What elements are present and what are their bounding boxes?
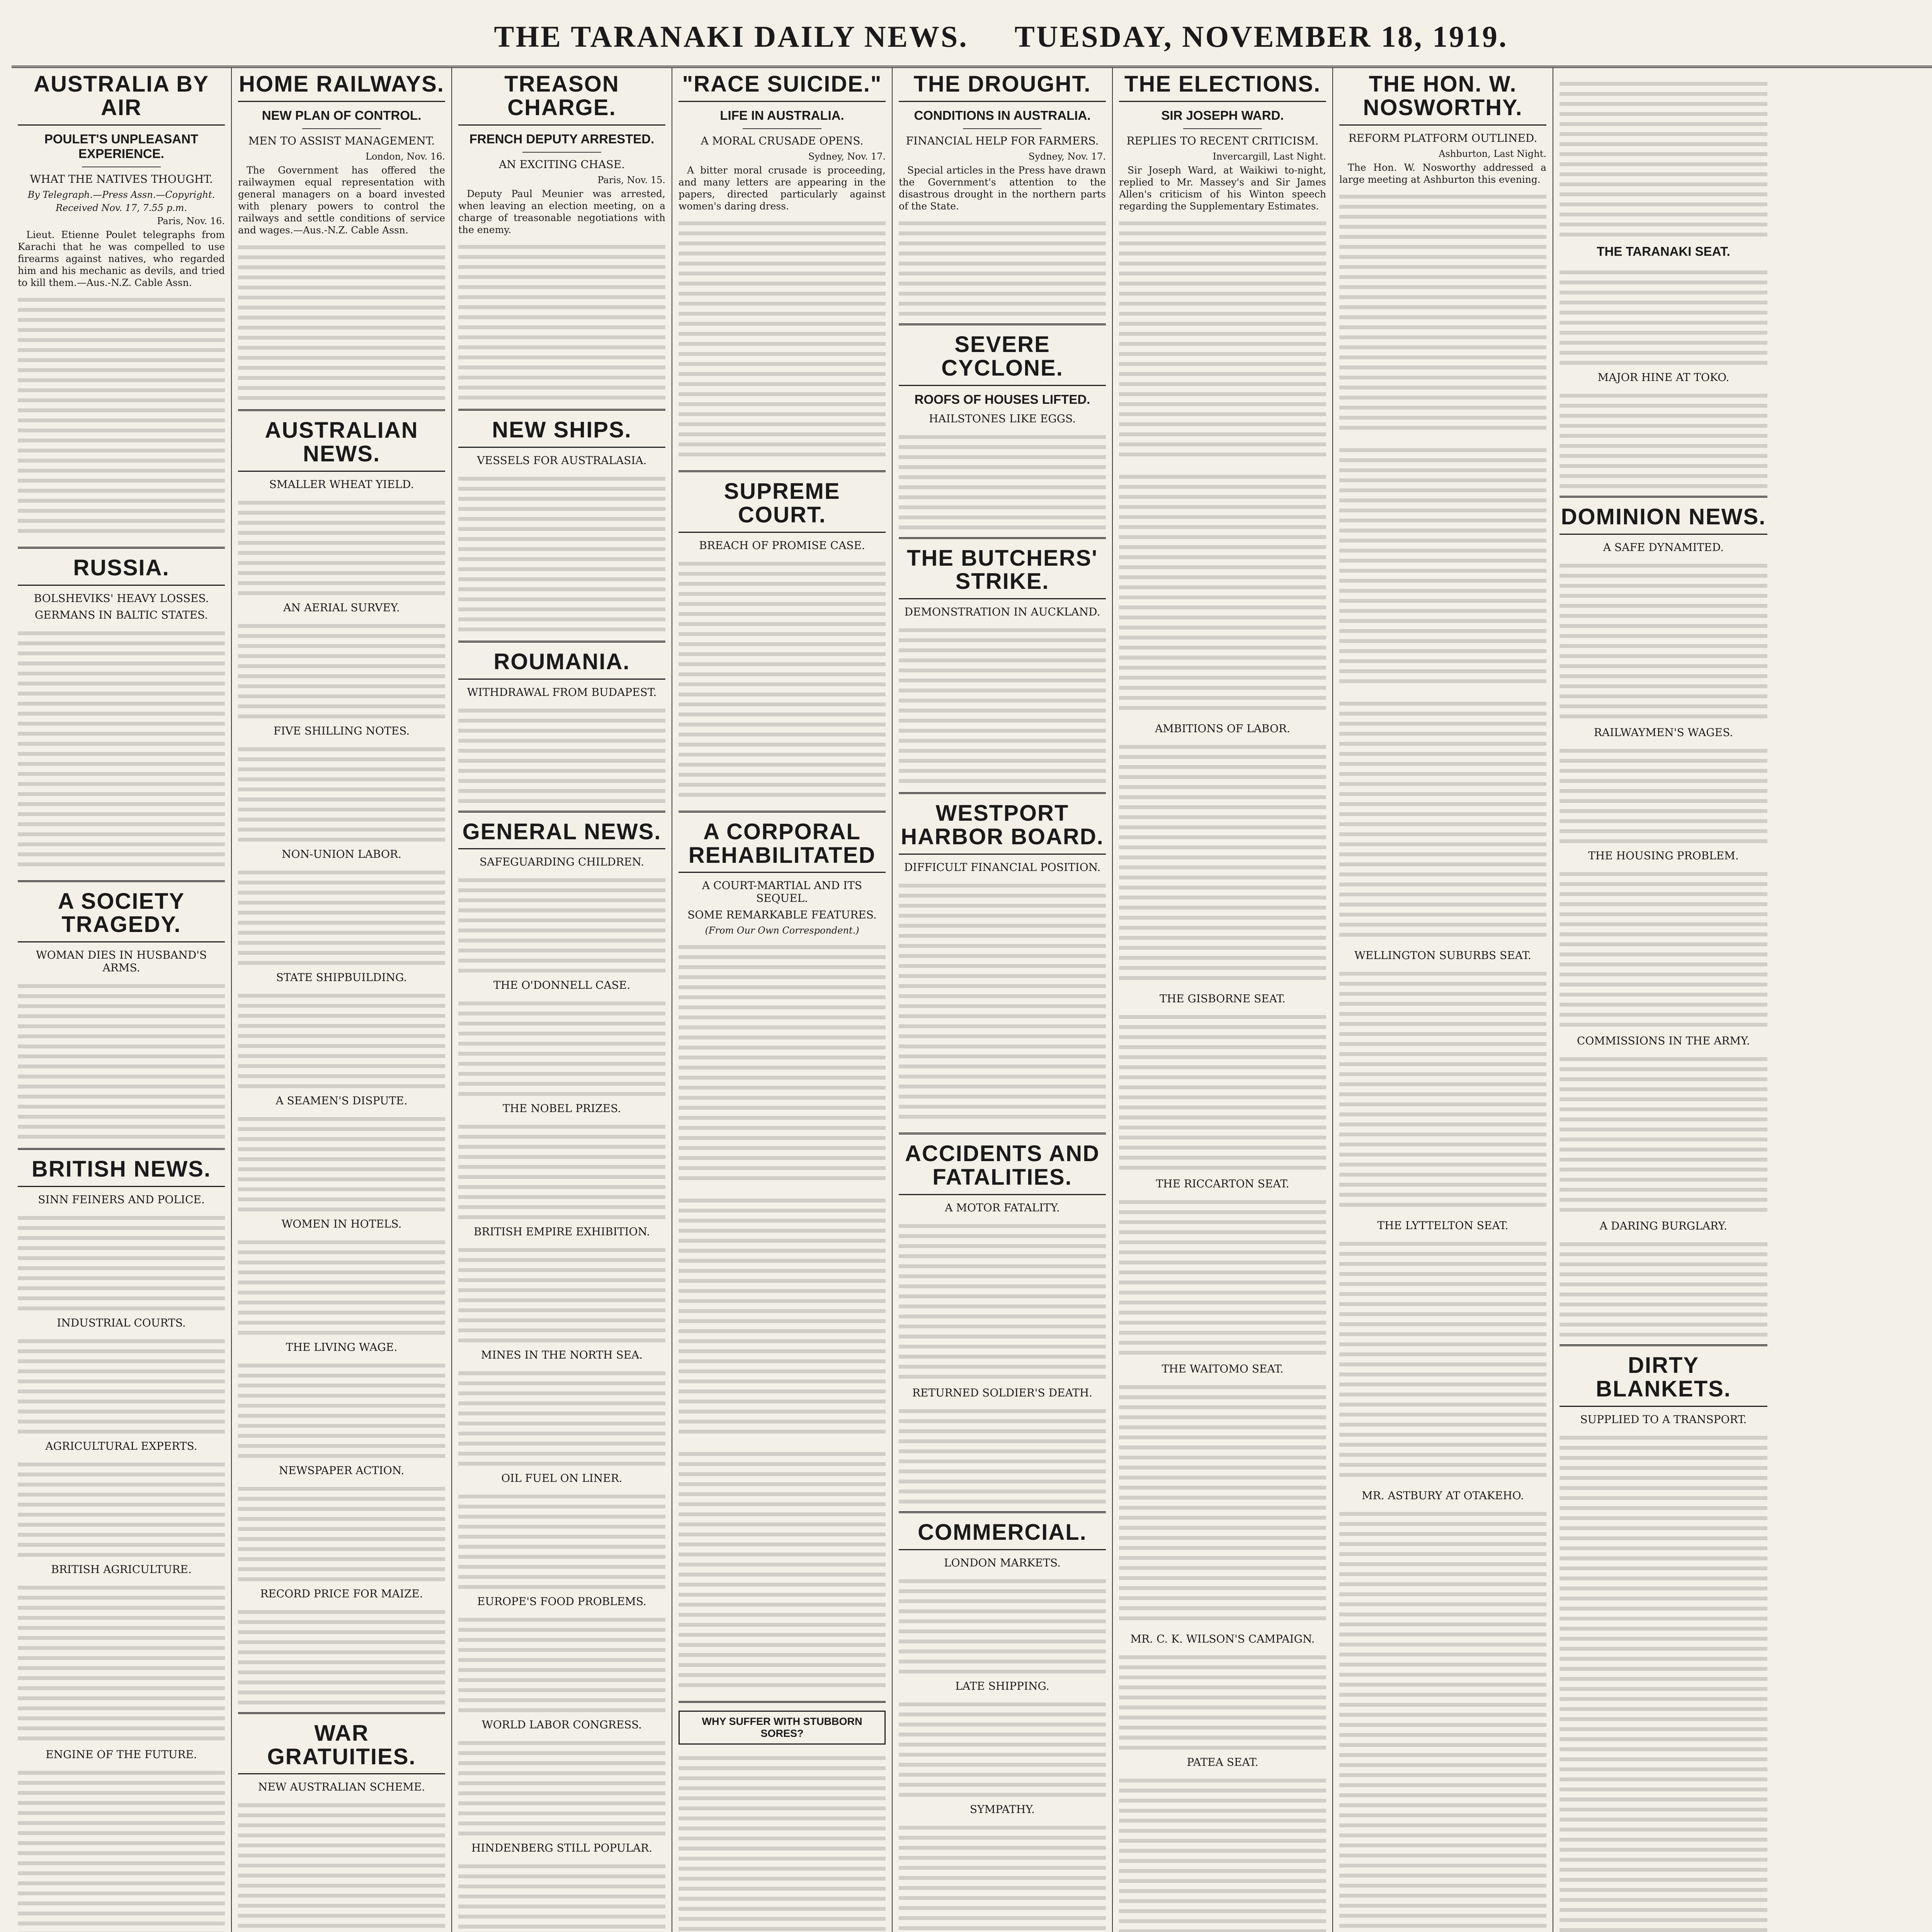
article-text-block [458, 1365, 665, 1466]
article-text-block [458, 1119, 665, 1219]
subhead: MR. C. K. WILSON'S CAMPAIGN. [1130, 1632, 1315, 1645]
article-text-block [18, 1333, 225, 1434]
headline-treason-charge: TREASON CHARGE. [458, 73, 665, 126]
dateline: Sydney, Nov. 17. [1028, 151, 1106, 162]
headline-westport-harbor-board: WESTPORT HARBOR BOARD. [899, 802, 1106, 855]
subhead: FIVE SHILLING NOTES. [273, 724, 410, 737]
article-paragraph: The Government has offered the railwaymen equal representation with general managers on a board invested with plenary powers to control the railways and settle conditions of service and wages.—Aus.-N.Z. Cable Assn. [238, 164, 445, 236]
divider [899, 537, 1106, 539]
headline-society-tragedy: A SOCIETY TRAGEDY. [18, 890, 225, 943]
subhead: MAJOR HINE AT TOKO. [1597, 371, 1730, 384]
article-text-block [899, 878, 1106, 1125]
article-text-block [238, 1481, 445, 1581]
subhead: FRENCH DEPUTY ARRESTED. [469, 131, 655, 146]
article-paragraph: Special articles in the Press have drawn the Government's attention to the disastrous drought in the northern parts of the State. [899, 164, 1106, 212]
column-2 [232, 68, 452, 1932]
subhead: A COURT-MARTIAL AND ITS SEQUEL. [702, 879, 862, 905]
divider [458, 811, 665, 813]
divider [679, 811, 886, 813]
subhead: DEMONSTRATION IN AUCKLAND. [904, 605, 1100, 619]
subhead: WORLD LABOR CONGRESS. [481, 1718, 642, 1731]
subhead: THE O'DONNELL CASE. [493, 979, 631, 992]
headline-russia: RUSSIA. [18, 556, 225, 586]
article-text-block [458, 239, 665, 401]
subhead: RETURNED SOLDIER'S DEATH. [912, 1386, 1093, 1399]
article-text-block [1119, 215, 1326, 463]
article-text-block [679, 215, 886, 463]
subhead: A DARING BURGLARY. [1599, 1219, 1728, 1232]
divider [1560, 1344, 1767, 1346]
subhead: FINANCIAL HELP FOR FARMERS. [906, 134, 1099, 147]
subhead: REPLIES TO RECENT CRITICISM. [1126, 134, 1319, 147]
column-6 [1113, 68, 1333, 1932]
article-text-block [1119, 1194, 1326, 1356]
article-text-block [679, 1446, 886, 1693]
subhead: THE LIVING WAGE. [286, 1340, 398, 1354]
subhead: WHAT THE NATIVES THOUGHT. [30, 172, 213, 185]
divider [899, 323, 1106, 325]
subhead: DIFFICULT FINANCIAL POSITION. [904, 861, 1101, 874]
dateline: Paris, Nov. 15. [597, 174, 665, 185]
subhead: OIL FUEL ON LINER. [501, 1472, 622, 1485]
columns [12, 68, 1932, 1932]
advertisement: WHY SUFFER WITH STUBBORN SORES? [679, 1711, 886, 1745]
article-text-block [18, 625, 225, 872]
divider [679, 1701, 886, 1703]
article-text-block [1339, 966, 1546, 1213]
subhead: LIFE IN AUSTRALIA. [720, 108, 844, 122]
article-text-block [899, 1820, 1106, 1932]
subhead: A MOTOR FATALITY. [945, 1201, 1060, 1214]
article-text-block [1560, 76, 1767, 238]
divider [18, 880, 225, 882]
subhead: RAILWAYMEN'S WAGES. [1594, 726, 1733, 739]
dateline: Paris, Nov. 16. [157, 215, 225, 226]
subhead: HAILSTONES LIKE EGGS. [929, 412, 1076, 425]
subhead: MR. ASTBURY AT OTAKEHO. [1362, 1489, 1524, 1502]
rule [1183, 128, 1262, 129]
headline-war-gratuities: WAR GRATUITIES. [238, 1722, 445, 1775]
headline-corporal-rehabilitated: A CORPORAL REHABILITATED [679, 820, 886, 873]
divider [679, 470, 886, 472]
subhead: STATE SHIPBUILDING. [276, 971, 407, 984]
subhead: THE LYTTELTON SEAT. [1377, 1219, 1509, 1232]
column-7 [1333, 68, 1553, 1932]
article-text-block [238, 495, 445, 595]
article-text-block [1560, 1430, 1767, 1932]
article-text-block [458, 1735, 665, 1835]
subhead: MINES IN THE NORTH SEA. [481, 1349, 643, 1362]
subhead: NEW AUSTRALIAN SCHEME. [258, 1781, 425, 1794]
article-text-block [1119, 739, 1326, 986]
column-5 [893, 68, 1113, 1932]
subhead: RECORD PRICE FOR MAIZE. [260, 1587, 423, 1600]
article-text-block [1119, 1649, 1326, 1750]
masthead [12, 8, 1932, 68]
divider [1560, 496, 1767, 498]
headline-australia-by-air: AUSTRALIA BY AIR [18, 73, 225, 126]
headline-dirty-blankets: DIRTY BLANKETS. [1560, 1354, 1767, 1407]
subhead: THE TARANAKI SEAT. [1597, 244, 1730, 259]
headline-new-ships: NEW SHIPS. [458, 418, 665, 448]
subhead: SIR JOSEPH WARD. [1161, 108, 1284, 122]
article-text-block [238, 864, 445, 965]
subhead: BRITISH AGRICULTURE. [51, 1563, 192, 1576]
divider [899, 792, 1106, 794]
article-text-block [238, 1357, 445, 1458]
subhead: WITHDRAWAL FROM BUDAPEST. [467, 685, 657, 699]
article-text-block [458, 1858, 665, 1932]
headline-british-news: BRITISH NEWS. [18, 1158, 225, 1187]
subhead: NEW PLAN OF CONTROL. [262, 108, 422, 122]
headline-dominion-news: DOMINION NEWS. [1560, 505, 1767, 535]
subhead: SUPPLIED TO A TRANSPORT. [1580, 1413, 1747, 1426]
article-text-block [1339, 442, 1546, 689]
article-text-block [1119, 469, 1326, 716]
subhead: SINN FEINERS AND POLICE. [38, 1193, 205, 1206]
article-text-block [18, 1210, 225, 1310]
headline-accidents-fatalities: ACCIDENTS AND FATALITIES. [899, 1142, 1106, 1195]
article-text-block [899, 215, 1106, 316]
article-paragraph: Lieut. Etienne Poulet telegraphs from Karachi that he was compelled to use firearms against natives, who regarded him and his mechanic as devils, and tried to kill them.—Aus.-N.Z. Cable Assn. [18, 229, 225, 288]
subhead: CONDITIONS IN AUSTRALIA. [914, 108, 1091, 122]
subhead: ROOFS OF HOUSES LIFTED. [914, 392, 1090, 406]
column-4 [672, 68, 893, 1932]
headline-severe-cyclone: SEVERE CYCLONE. [899, 333, 1106, 386]
headline-supreme-court: SUPREME COURT. [679, 480, 886, 533]
article-text-block [1339, 1506, 1546, 1932]
article-text-block [1119, 1379, 1326, 1626]
article-text-block [238, 1111, 445, 1211]
article-text-block [238, 1234, 445, 1335]
article-text-block [238, 239, 445, 401]
article-text-block [899, 622, 1106, 784]
article-text-block [899, 1573, 1106, 1673]
subhead: THE HOUSING PROBLEM. [1588, 849, 1739, 862]
rule [522, 152, 601, 153]
headline-the-drought: THE DROUGHT. [899, 73, 1106, 102]
paper-title: THE TARANAKI DAILY NEWS. [494, 20, 968, 53]
article-text-block [238, 741, 445, 842]
article-text-block [458, 471, 665, 633]
article-text-block [1339, 189, 1546, 436]
headline-hon-nosworthy: THE HON. W. NOSWORTHY. [1339, 73, 1546, 126]
headline-general-news: GENERAL NEWS. [458, 820, 665, 850]
article-text-block [238, 618, 445, 718]
subhead: SOME REMARKABLE FEATURES. [687, 908, 877, 922]
divider [458, 409, 665, 411]
headline-australian-news: AUSTRALIAN NEWS. [238, 419, 445, 472]
article-text-block [238, 988, 445, 1088]
subhead: BREACH OF PROMISE CASE. [699, 539, 865, 552]
article-text-block [1560, 866, 1767, 1028]
issue-date: TUESDAY, NOVEMBER 18, 1919. [1014, 20, 1508, 53]
headline-butchers-strike: THE BUTCHERS' STRIKE. [899, 547, 1106, 600]
subhead: GERMANS IN BALTIC STATES. [34, 608, 208, 621]
column-8 [1553, 68, 1774, 1932]
divider [899, 1511, 1106, 1513]
article-text-block [1560, 1236, 1767, 1337]
article-text-block [679, 1750, 886, 1932]
subhead: HINDENBERG STILL POPULAR. [471, 1842, 653, 1855]
divider [18, 547, 225, 549]
headline-the-elections: THE ELECTIONS. [1119, 73, 1326, 102]
column-1 [12, 68, 232, 1932]
article-text-block [18, 1765, 225, 1932]
article-text-block [1560, 743, 1767, 843]
subhead: THE WAITOMO SEAT. [1162, 1362, 1284, 1375]
subhead: NON-UNION LABOR. [282, 847, 401, 861]
subhead: COMMISSIONS IN THE ARMY. [1577, 1034, 1750, 1047]
article-text-block [1560, 1051, 1767, 1213]
subhead: AMBITIONS OF LABOR. [1155, 722, 1290, 735]
article-text-block [18, 1580, 225, 1742]
subhead: NEWSPAPER ACTION. [279, 1464, 405, 1477]
article-text-block [1339, 1236, 1546, 1483]
rule [743, 128, 821, 129]
article-text-block [18, 292, 225, 539]
divider [899, 1133, 1106, 1134]
subhead: LATE SHIPPING. [955, 1679, 1049, 1692]
article-text-block [18, 1456, 225, 1557]
dateline: Sydney, Nov. 17. [808, 151, 886, 162]
article-text-block [458, 1612, 665, 1712]
subhead: THE NOBEL PRIZES. [502, 1102, 621, 1115]
dateline: Invercargill, Last Night. [1213, 151, 1326, 162]
article-text-block [679, 1192, 886, 1440]
article-text-block [899, 1218, 1106, 1380]
dateline: Ashburton, Last Night. [1439, 148, 1546, 159]
subhead: WELLINGTON SUBURBS SEAT. [1354, 949, 1531, 962]
divider [238, 1712, 445, 1714]
article-text-block [458, 702, 665, 803]
column-3 [452, 68, 672, 1932]
article-paragraph: The Hon. W. Nosworthy addressed a large meeting at Ashburton this evening. [1339, 162, 1546, 185]
headline-home-railways: HOME RAILWAYS. [238, 73, 445, 102]
article-text-block [1339, 696, 1546, 943]
headline-roumania: ROUMANIA. [458, 650, 665, 680]
article-text-block [1560, 264, 1767, 365]
article-text-block [458, 872, 665, 973]
article-text-block [1560, 388, 1767, 488]
subhead: AN EXCITING CHASE. [498, 158, 625, 171]
article-text-block [1560, 558, 1767, 720]
subhead: ENGINE OF THE FUTURE. [46, 1748, 197, 1761]
subhead: SMALLER WHEAT YIELD. [269, 478, 414, 491]
article-text-block [1119, 1772, 1326, 1932]
divider [18, 1148, 225, 1150]
subhead: THE RICCARTON SEAT. [1156, 1177, 1289, 1190]
article-text-block [458, 1242, 665, 1342]
article-text-block [1119, 1009, 1326, 1171]
article-text-block [238, 1604, 445, 1704]
article-paragraph: A bitter moral crusade is proceeding, and many letters are appearing in the papers, directed particularly against women's daring dress. [679, 164, 886, 212]
subhead: SYMPATHY. [969, 1803, 1035, 1816]
article-text-block [238, 1797, 445, 1932]
subhead: WOMEN IN HOTELS. [281, 1217, 402, 1230]
subhead: PATEA SEAT. [1187, 1755, 1259, 1769]
subhead: WOMAN DIES IN HUSBAND'S ARMS. [36, 949, 207, 975]
article-text-block [679, 556, 886, 803]
article-text-block [899, 1696, 1106, 1797]
correspondent-line: (From Our Own Correspondent.) [705, 925, 859, 936]
article-paragraph: Deputy Paul Meunier was arrested, when leaving an election meeting, on a charge of treasonable negotiations with the enemy. [458, 188, 665, 235]
credit-line: By Telegraph.—Press Assn.—Copyright. [27, 189, 215, 200]
received-line: Received Nov. 17, 7.55 p.m. [55, 202, 187, 213]
subhead: REFORM PLATFORM OUTLINED. [1348, 131, 1537, 145]
subhead: INDUSTRIAL COURTS. [57, 1316, 186, 1330]
subhead: BOLSHEVIKS' HEAVY LOSSES. [34, 592, 209, 605]
subhead: MEN TO ASSIST MANAGEMENT. [248, 134, 435, 147]
subhead: A SEAMEN'S DISPUTE. [276, 1094, 408, 1107]
article-text-block [899, 1403, 1106, 1503]
divider [238, 409, 445, 411]
article-paragraph: Sir Joseph Ward, at Waikiwi to-night, replied to Mr. Massey's and Sir James Allen's criticism of his Winton speech regarding the Supplementary Estimates. [1119, 164, 1326, 212]
subhead: AN AERIAL SURVEY. [283, 601, 400, 614]
subhead: SAFEGUARDING CHILDREN. [479, 855, 645, 869]
dateline: London, Nov. 16. [366, 151, 445, 162]
article-text-block [18, 978, 225, 1140]
article-text-block [899, 429, 1106, 529]
subhead: LONDON MARKETS. [944, 1556, 1061, 1569]
rule [302, 128, 381, 129]
article-text-block [679, 939, 886, 1186]
subhead: POULET'S UNPLEASANT EXPERIENCE. [44, 131, 199, 161]
subhead: VESSELS FOR AUSTRALASIA. [477, 454, 647, 467]
article-text-block [458, 995, 665, 1096]
subhead: A MORAL CRUSADE OPENS. [701, 134, 864, 147]
headline-commercial: COMMERCIAL. [899, 1521, 1106, 1550]
subhead: EUROPE'S FOOD PROBLEMS. [477, 1595, 647, 1608]
article-text-block [458, 1488, 665, 1589]
subhead: AGRICULTURAL EXPERTS. [45, 1440, 197, 1453]
divider [458, 641, 665, 643]
subhead: A SAFE DYNAMITED. [1603, 541, 1724, 554]
subhead: BRITISH EMPIRE EXHIBITION. [473, 1225, 650, 1238]
rule [963, 128, 1042, 129]
headline-race-suicide: "RACE SUICIDE." [679, 73, 886, 102]
subhead: THE GISBORNE SEAT. [1160, 992, 1286, 1005]
